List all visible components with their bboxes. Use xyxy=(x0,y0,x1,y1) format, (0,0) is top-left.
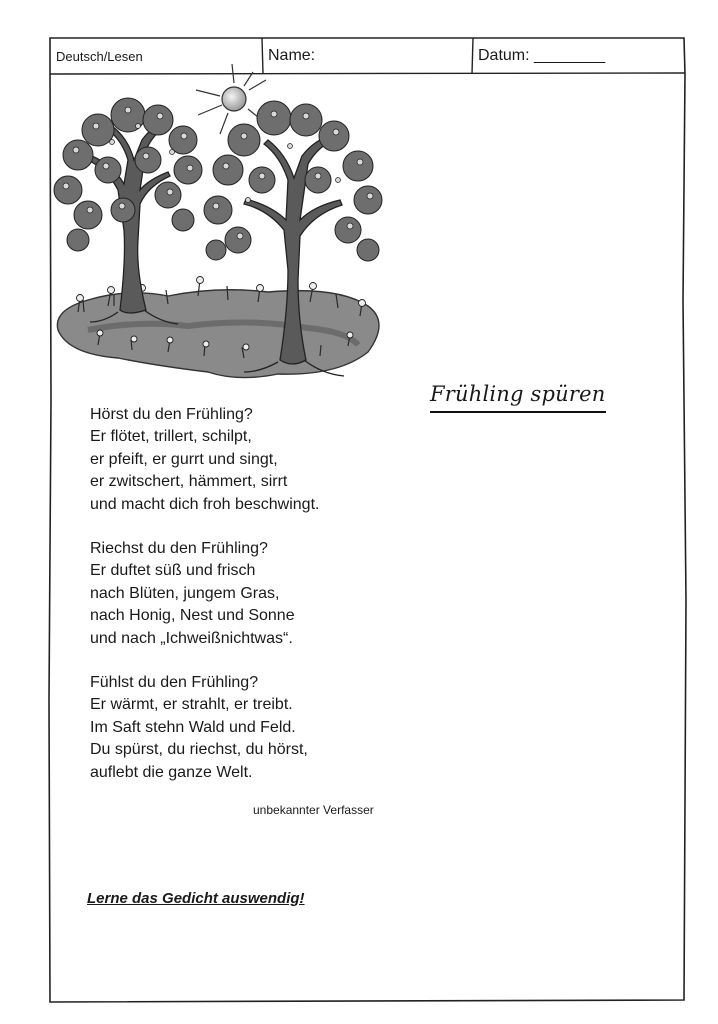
poem-line: nach Blüten, jungem Gras, xyxy=(90,584,280,602)
spring-illustration xyxy=(48,60,398,390)
poem-title: Frühling spüren xyxy=(430,382,606,406)
task-instruction: Lerne das Gedicht auswendig! xyxy=(87,890,305,907)
stanza-2 xyxy=(90,538,430,650)
poem-author: unbekannter Verfasser xyxy=(253,803,374,817)
poem-line: nach Honig, Nest und Sonne xyxy=(90,607,295,625)
flower-meadow-icon xyxy=(57,277,379,378)
poem-line: er zwitschert, hämmert, sirrt xyxy=(90,473,288,491)
name-label: Name: xyxy=(268,47,316,64)
sun-icon xyxy=(196,64,266,134)
poem-line: und macht dich froh beschwingt. xyxy=(90,495,320,513)
blossom-tree-icon xyxy=(54,98,202,324)
poem-line: Im Saft stehn Wald und Feld. xyxy=(90,718,296,736)
stanza-1 xyxy=(90,404,430,516)
poem-line: Riechst du den Frühling? xyxy=(90,540,268,558)
poem-line: Er wärmt, er strahlt, er treibt. xyxy=(90,696,293,714)
poem-line: und nach „Ichweißnichtwas“. xyxy=(90,629,293,647)
poem-line: Er flötet, trillert, schilpt, xyxy=(90,428,252,446)
subject-label: Deutsch/Lesen xyxy=(56,48,143,64)
poem-body xyxy=(90,404,430,806)
poem-line: Er duftet süß und frisch xyxy=(90,562,256,580)
poem-line: auflebt die ganze Welt. xyxy=(90,763,253,781)
date-label: Datum: ________ xyxy=(478,47,606,64)
title-underline xyxy=(430,411,606,413)
poem-line: Hörst du den Frühling? xyxy=(90,406,253,423)
poem-line: Du spürst, du riechst, du hörst, xyxy=(90,741,308,759)
stanza-3 xyxy=(90,672,430,784)
poem-line: Fühlst du den Frühling? xyxy=(90,674,259,692)
poem-line: er pfeift, er gurrt und singt, xyxy=(90,450,278,468)
